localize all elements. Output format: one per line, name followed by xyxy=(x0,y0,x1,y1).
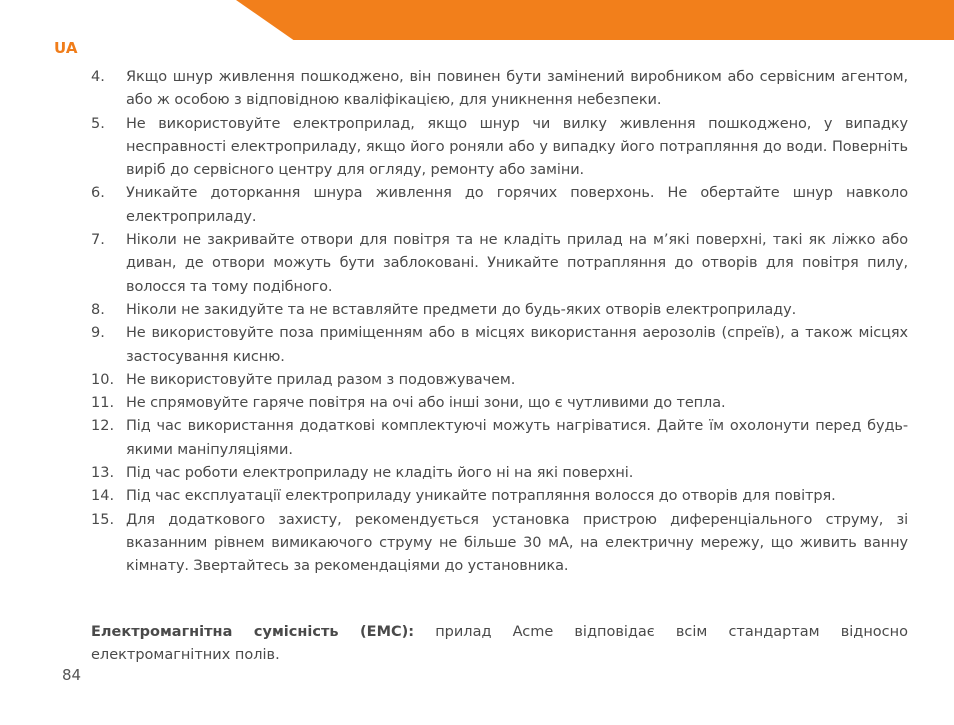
list-item xyxy=(91,229,908,299)
item-number: 13. xyxy=(91,465,115,482)
item-number: 12. xyxy=(91,418,115,435)
safety-instructions-list xyxy=(91,66,908,579)
item-number: 10. xyxy=(91,371,115,388)
item-number: 5. xyxy=(91,115,105,132)
item-text: Ніколи не закидуйте та не вставляйте предмети до будь-яких отворів електроприладу. xyxy=(126,301,797,318)
item-number: 7. xyxy=(91,232,105,249)
item-number: 6. xyxy=(91,185,105,202)
item-number: 11. xyxy=(91,395,115,412)
language-code: UA xyxy=(54,39,78,57)
list-item xyxy=(91,299,908,322)
item-text: Під час експлуатації електроприладу уникайте потрапляння волосся до отворів для повітря. xyxy=(126,488,836,505)
list-item xyxy=(91,509,908,579)
list-item xyxy=(91,113,908,183)
item-number: 14. xyxy=(91,488,115,505)
list-item xyxy=(91,369,908,392)
item-number: 8. xyxy=(91,301,105,318)
item-text: Не спрямовуйте гаряче повітря на очі або інші зони, що є чутливими до тепла. xyxy=(126,395,726,412)
page-number: 84 xyxy=(62,666,82,684)
item-number: 15. xyxy=(91,511,115,528)
item-text: Під час використання додаткові комплектуючі можуть нагріватися. Дайте їм охолонути перед будь-якими маніпуляціями. xyxy=(126,418,908,458)
item-number: 9. xyxy=(91,325,105,342)
item-number: 4. xyxy=(91,69,105,85)
item-text: Уникайте доторкання шнура живлення до горячих поверхонь. Не обертайте шнур навколо електроприладу. xyxy=(126,185,908,225)
emc-label: Електромагнітна сумісність (EMC): xyxy=(91,624,415,640)
list-item xyxy=(91,485,908,508)
item-text: Не використовуйте електроприлад, якщо шнур чи вилку живлення пошкоджено, у випадку несправності електроприладу, якщо його роняли або у випадку його потрапляння до води. Поверніть виріб до сервісного центру для огляду, ремонту або заміни. xyxy=(126,115,908,179)
list-item xyxy=(91,66,908,113)
list-item xyxy=(91,182,908,229)
item-text: Під час роботи електроприладу не кладіть його ні на які поверхні. xyxy=(126,465,634,482)
list-item xyxy=(91,415,908,462)
header-banner xyxy=(236,0,954,40)
item-text: Не використовуйте прилад разом з подовжувачем. xyxy=(126,371,516,388)
list-item xyxy=(91,322,908,369)
item-text: Ніколи не закривайте отвори для повітря та не кладіть прилад на м’які поверхні, такі як ліжко або диван, де отвори можуть бути заблоковані. Уникайте потрапляння до отворів для повітря пилу, волосся та тому подібного. xyxy=(126,232,908,295)
item-text: Якщо шнур живлення пошкоджено, він повинен бути замінений виробником або сервісним агентом, або ж особою з відповідною кваліфікацією, для уникнення небезпеки. xyxy=(126,69,908,109)
emc-paragraph xyxy=(91,621,908,668)
emc-text: прилад Acme відповідає всім стандартам відносно електромагнітних полів. xyxy=(91,624,908,664)
list-item xyxy=(91,462,908,485)
item-text: Для додаткового захисту, рекомендується установка пристрою диференціального струму, зі вказанним рівнем вимикаючого струму не більше 30 мА, на електричну мережу, що живить ванну кімнату. Звертайтесь за рекомендаціями до установника. xyxy=(126,511,908,575)
list-item xyxy=(91,392,908,415)
item-text: Не використовуйте поза приміщенням або в місцях використання аерозолів (спреїв), а також місцях застосування кисню. xyxy=(126,325,908,365)
